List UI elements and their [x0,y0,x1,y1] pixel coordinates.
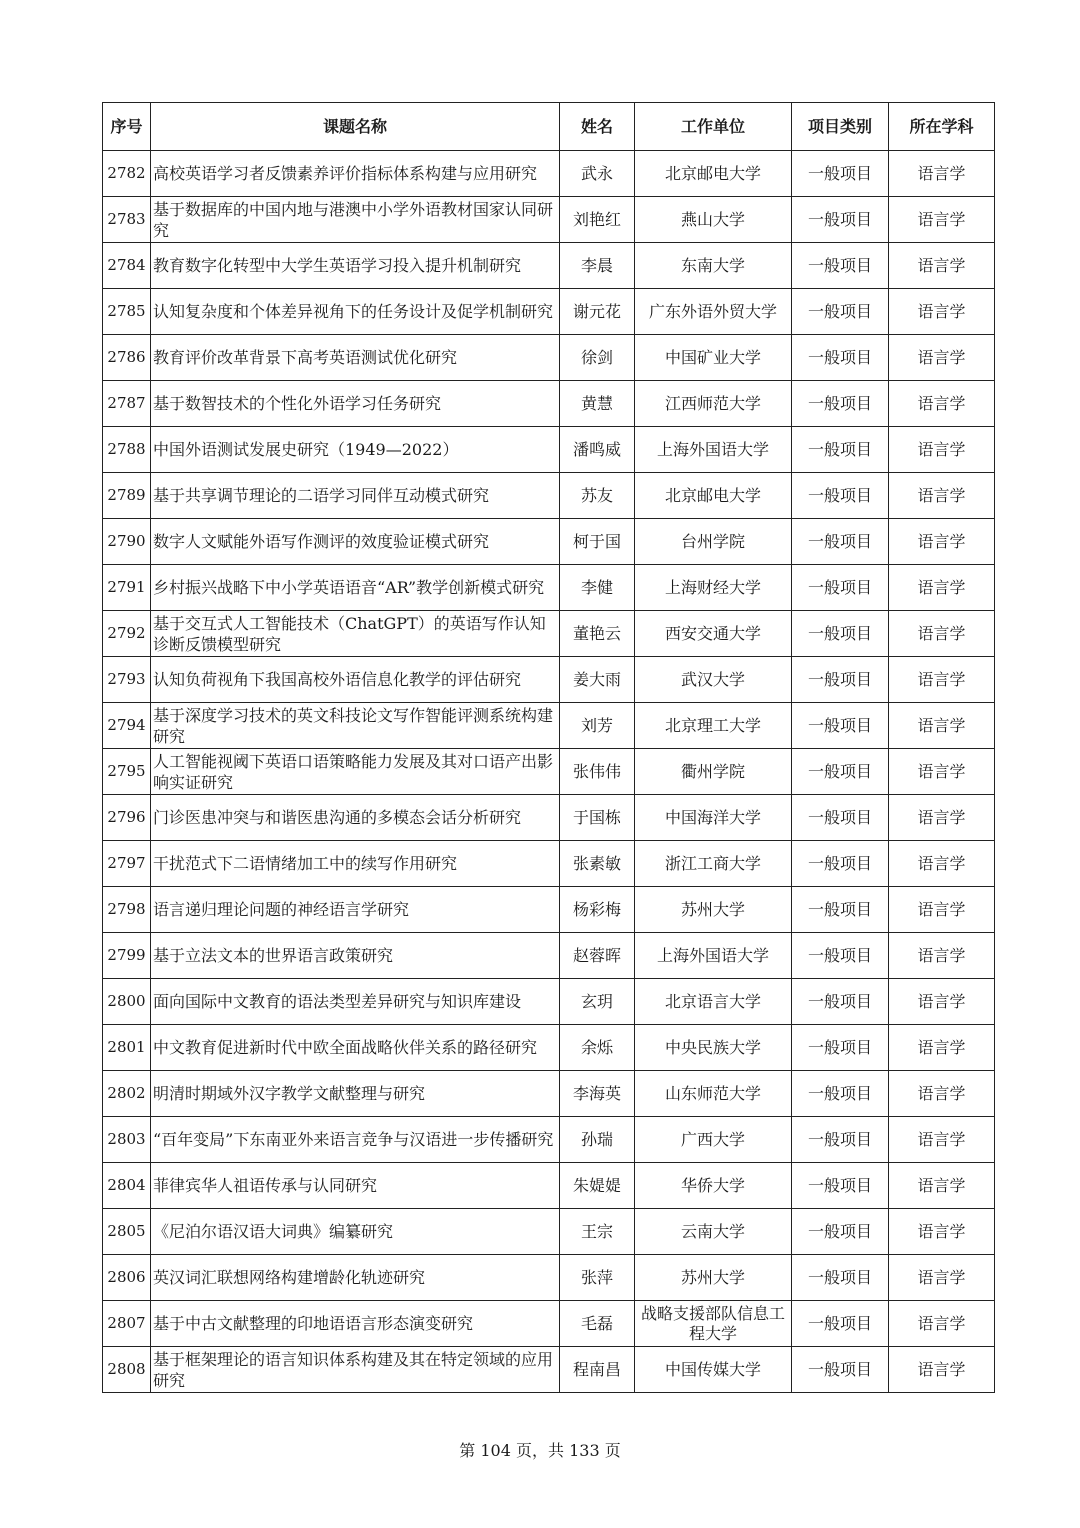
row-index: 2795 [103,749,151,795]
row-title: 门诊医患冲突与和谐医患沟通的多模态会话分析研究 [151,795,560,841]
row-index: 2796 [103,795,151,841]
table-row [103,1117,995,1163]
row-name: 黄慧 [560,381,635,427]
row-name: 李健 [560,565,635,611]
table-row [103,611,995,657]
row-name: 苏友 [560,473,635,519]
row-index: 2794 [103,703,151,749]
row-index: 2793 [103,657,151,703]
row-category: 一般项目 [792,703,889,749]
row-unit: 江西师范大学 [635,381,792,427]
row-category: 一般项目 [792,1071,889,1117]
row-index: 2798 [103,887,151,933]
row-title: 教育评价改革背景下高考英语测试优化研究 [151,335,560,381]
row-index: 2806 [103,1255,151,1301]
row-name: 潘鸣威 [560,427,635,473]
row-title: 认知负荷视角下我国高校外语信息化教学的评估研究 [151,657,560,703]
table-row [103,473,995,519]
row-category: 一般项目 [792,1163,889,1209]
row-title: 中文教育促进新时代中欧全面战略伙伴关系的路径研究 [151,1025,560,1071]
row-category: 一般项目 [792,519,889,565]
table-row [103,1163,995,1209]
row-category: 一般项目 [792,1025,889,1071]
row-discipline: 语言学 [889,565,995,611]
row-category: 一般项目 [792,473,889,519]
row-discipline: 语言学 [889,933,995,979]
row-index: 2808 [103,1347,151,1393]
header-name: 姓名 [560,103,635,151]
row-name: 毛磊 [560,1301,635,1347]
row-category: 一般项目 [792,611,889,657]
row-unit: 上海外国语大学 [635,933,792,979]
table-row [103,1347,995,1393]
row-discipline: 语言学 [889,289,995,335]
row-category: 一般项目 [792,795,889,841]
table-row [103,243,995,289]
row-title: 基于交互式人工智能技术（ChatGPT）的英语写作认知诊断反馈模型研究 [151,611,560,657]
row-discipline: 语言学 [889,611,995,657]
table-row [103,519,995,565]
row-discipline: 语言学 [889,1071,995,1117]
row-unit: 上海外国语大学 [635,427,792,473]
row-name: 张萍 [560,1255,635,1301]
row-index: 2785 [103,289,151,335]
row-title: 基于中古文献整理的印地语语言形态演变研究 [151,1301,560,1347]
row-discipline: 语言学 [889,1163,995,1209]
table-row [103,427,995,473]
row-index: 2789 [103,473,151,519]
header-title: 课题名称 [151,103,560,151]
table-row [103,887,995,933]
row-title: 面向国际中文教育的语法类型差异研究与知识库建设 [151,979,560,1025]
row-name: 赵蓉晖 [560,933,635,979]
row-unit: 北京邮电大学 [635,151,792,197]
table-header-row [103,103,995,151]
table-row [103,1209,995,1255]
row-name: 刘芳 [560,703,635,749]
table-row [103,335,995,381]
row-discipline: 语言学 [889,1025,995,1071]
row-index: 2782 [103,151,151,197]
row-category: 一般项目 [792,841,889,887]
row-name: 朱媞媞 [560,1163,635,1209]
row-category: 一般项目 [792,1209,889,1255]
row-category: 一般项目 [792,289,889,335]
row-index: 2801 [103,1025,151,1071]
row-name: 柯于国 [560,519,635,565]
row-category: 一般项目 [792,427,889,473]
row-index: 2791 [103,565,151,611]
row-index: 2783 [103,197,151,243]
row-category: 一般项目 [792,887,889,933]
row-index: 2802 [103,1071,151,1117]
row-title: 基于框架理论的语言知识体系构建及其在特定领域的应用研究 [151,1347,560,1393]
row-name: 姜大雨 [560,657,635,703]
row-category: 一般项目 [792,1117,889,1163]
row-category: 一般项目 [792,1255,889,1301]
row-unit: 中国矿业大学 [635,335,792,381]
row-unit: 东南大学 [635,243,792,289]
row-title: 人工智能视阈下英语口语策略能力发展及其对口语产出影响实证研究 [151,749,560,795]
table-row [103,151,995,197]
header-index: 序号 [103,103,151,151]
row-discipline: 语言学 [889,381,995,427]
row-discipline: 语言学 [889,887,995,933]
row-discipline: 语言学 [889,427,995,473]
table-row [103,1301,995,1347]
row-unit: 西安交通大学 [635,611,792,657]
table-row [103,289,995,335]
row-unit: 上海财经大学 [635,565,792,611]
row-category: 一般项目 [792,335,889,381]
row-category: 一般项目 [792,749,889,795]
row-title: 基于共享调节理论的二语学习同伴互动模式研究 [151,473,560,519]
row-unit: 北京邮电大学 [635,473,792,519]
table-row [103,657,995,703]
table-row [103,381,995,427]
row-discipline: 语言学 [889,703,995,749]
row-index: 2805 [103,1209,151,1255]
row-discipline: 语言学 [889,519,995,565]
row-title: 乡村振兴战略下中小学英语语音“AR”教学创新模式研究 [151,565,560,611]
row-discipline: 语言学 [889,243,995,289]
row-unit: 苏州大学 [635,1255,792,1301]
row-title: 基于数据库的中国内地与港澳中小学外语教材国家认同研究 [151,197,560,243]
row-category: 一般项目 [792,1347,889,1393]
row-index: 2803 [103,1117,151,1163]
row-index: 2787 [103,381,151,427]
row-name: 武永 [560,151,635,197]
row-discipline: 语言学 [889,1117,995,1163]
table-row [103,1025,995,1071]
row-unit: 广西大学 [635,1117,792,1163]
row-name: 张伟伟 [560,749,635,795]
row-title: 菲律宾华人祖语传承与认同研究 [151,1163,560,1209]
table-row [103,933,995,979]
row-unit: 战略支援部队信息工程大学 [635,1301,792,1347]
row-unit: 广东外语外贸大学 [635,289,792,335]
table-row [103,749,995,795]
table-row [103,1255,995,1301]
row-unit: 中央民族大学 [635,1025,792,1071]
row-title: 中国外语测试发展史研究（1949—2022） [151,427,560,473]
row-unit: 北京语言大学 [635,979,792,1025]
row-index: 2792 [103,611,151,657]
row-index: 2800 [103,979,151,1025]
row-category: 一般项目 [792,933,889,979]
row-index: 2799 [103,933,151,979]
row-discipline: 语言学 [889,151,995,197]
table-row [103,1071,995,1117]
row-title: 基于深度学习技术的英文科技论文写作智能评测系统构建研究 [151,703,560,749]
row-title: 教育数字化转型中大学生英语学习投入提升机制研究 [151,243,560,289]
table-row [103,841,995,887]
row-name: 董艳云 [560,611,635,657]
row-title: 数字人文赋能外语写作测评的效度验证模式研究 [151,519,560,565]
row-index: 2790 [103,519,151,565]
row-name: 于国栋 [560,795,635,841]
row-name: 李晨 [560,243,635,289]
row-discipline: 语言学 [889,749,995,795]
row-name: 刘艳红 [560,197,635,243]
row-discipline: 语言学 [889,335,995,381]
header-discipline: 所在学科 [889,103,995,151]
table-row [103,979,995,1025]
row-unit: 衢州学院 [635,749,792,795]
project-table [102,102,995,1393]
row-discipline: 语言学 [889,795,995,841]
row-unit: 武汉大学 [635,657,792,703]
table-row [103,795,995,841]
row-category: 一般项目 [792,197,889,243]
row-index: 2788 [103,427,151,473]
row-title: 高校英语学习者反馈素养评价指标体系构建与应用研究 [151,151,560,197]
row-name: 张素敏 [560,841,635,887]
row-title: 明清时期域外汉字教学文献整理与研究 [151,1071,560,1117]
row-index: 2797 [103,841,151,887]
row-unit: 中国海洋大学 [635,795,792,841]
row-discipline: 语言学 [889,197,995,243]
row-title: “百年变局”下东南亚外来语言竞争与汉语进一步传播研究 [151,1117,560,1163]
row-unit: 燕山大学 [635,197,792,243]
row-title: 英汉词汇联想网络构建增龄化轨迹研究 [151,1255,560,1301]
row-category: 一般项目 [792,565,889,611]
row-name: 程南昌 [560,1347,635,1393]
row-discipline: 语言学 [889,1209,995,1255]
row-discipline: 语言学 [889,473,995,519]
row-index: 2786 [103,335,151,381]
row-index: 2784 [103,243,151,289]
row-name: 谢元花 [560,289,635,335]
row-title: 语言递归理论问题的神经语言学研究 [151,887,560,933]
row-index: 2807 [103,1301,151,1347]
row-category: 一般项目 [792,243,889,289]
row-unit: 山东师范大学 [635,1071,792,1117]
row-title: 基于数智技术的个性化外语学习任务研究 [151,381,560,427]
row-name: 孙瑞 [560,1117,635,1163]
row-name: 余烁 [560,1025,635,1071]
row-discipline: 语言学 [889,1255,995,1301]
row-unit: 苏州大学 [635,887,792,933]
page-footer: 第 104 页，共 133 页 [459,1441,621,1460]
row-name: 徐剑 [560,335,635,381]
row-name: 杨彩梅 [560,887,635,933]
row-title: 《尼泊尔语汉语大词典》编纂研究 [151,1209,560,1255]
row-unit: 北京理工大学 [635,703,792,749]
row-discipline: 语言学 [889,979,995,1025]
row-unit: 云南大学 [635,1209,792,1255]
row-category: 一般项目 [792,979,889,1025]
row-title: 认知复杂度和个体差异视角下的任务设计及促学机制研究 [151,289,560,335]
row-category: 一般项目 [792,151,889,197]
row-unit: 华侨大学 [635,1163,792,1209]
row-name: 王宗 [560,1209,635,1255]
row-category: 一般项目 [792,1301,889,1347]
row-name: 李海英 [560,1071,635,1117]
header-unit: 工作单位 [635,103,792,151]
row-unit: 浙江工商大学 [635,841,792,887]
row-discipline: 语言学 [889,841,995,887]
row-discipline: 语言学 [889,657,995,703]
header-category: 项目类别 [792,103,889,151]
row-index: 2804 [103,1163,151,1209]
row-unit: 中国传媒大学 [635,1347,792,1393]
row-category: 一般项目 [792,381,889,427]
row-discipline: 语言学 [889,1301,995,1347]
row-title: 干扰范式下二语情绪加工中的续写作用研究 [151,841,560,887]
row-category: 一般项目 [792,657,889,703]
row-unit: 台州学院 [635,519,792,565]
table-row [103,565,995,611]
row-title: 基于立法文本的世界语言政策研究 [151,933,560,979]
table-row [103,197,995,243]
row-name: 玄玥 [560,979,635,1025]
table-row [103,703,995,749]
row-discipline: 语言学 [889,1347,995,1393]
